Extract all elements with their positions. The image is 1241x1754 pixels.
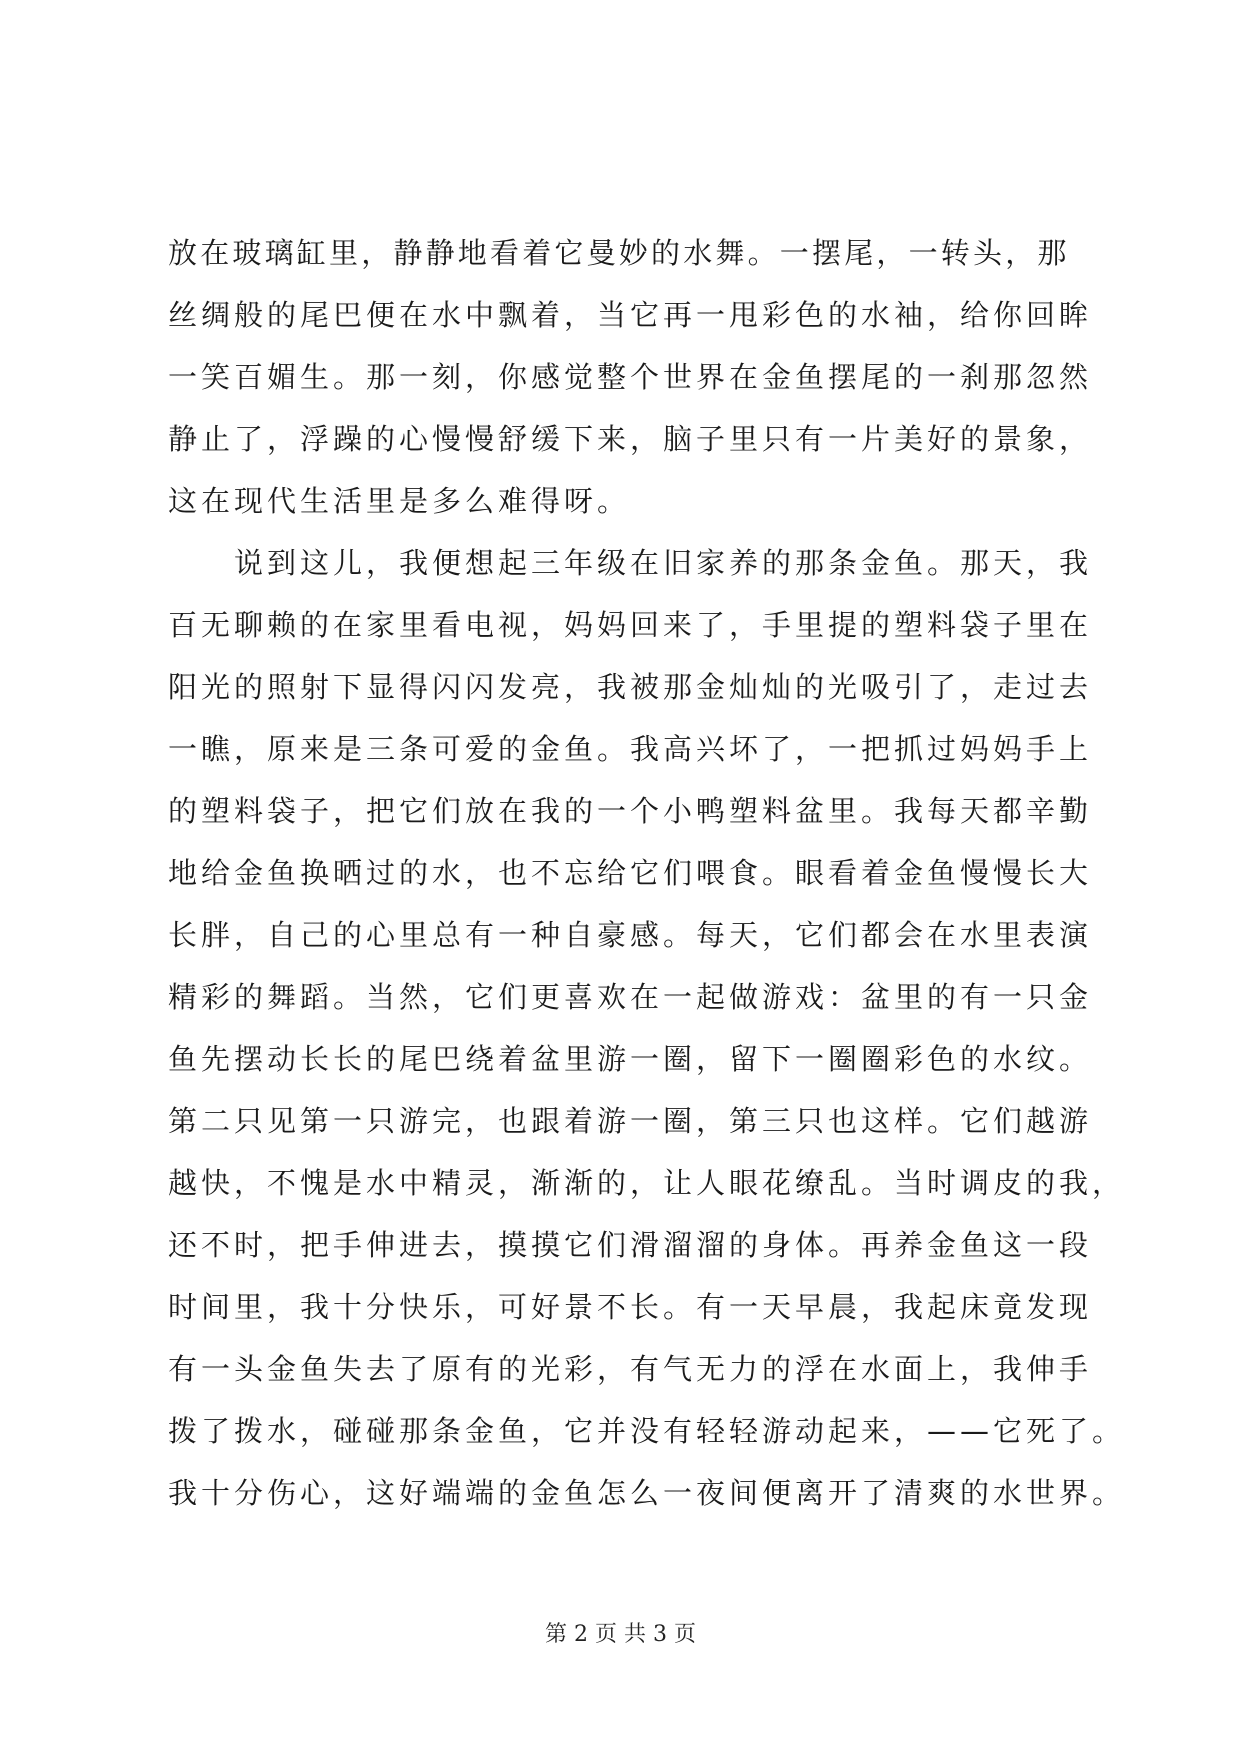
text-line: 一瞧，原来是三条可爱的金鱼。我高兴坏了，一把抓过妈妈手上: [168, 732, 1093, 766]
text-line: 静止了，浮躁的心慢慢舒缓下来，脑子里只有一片美好的景象，: [168, 422, 1093, 456]
text-line: 丝绸般的尾巴便在水中飘着，当它再一甩彩色的水袖，给你回眸: [168, 298, 1093, 332]
text-line: 越快，不愧是水中精灵，渐渐的，让人眼花缭乱。当时调皮的我，: [168, 1166, 1126, 1200]
text-line: 地给金鱼换晒过的水，也不忘给它们喂食。眼看着金鱼慢慢长大: [168, 856, 1093, 890]
body-text: [168, 222, 1126, 1524]
text-line: 精彩的舞蹈。当然，它们更喜欢在一起做游戏：盆里的有一只金: [168, 980, 1093, 1014]
text-line: 一笑百媚生。那一刻，你感觉整个世界在金鱼摆尾的一刹那忽然: [168, 360, 1093, 394]
text-line: 第二只见第一只游完，也跟着游一圈，第三只也这样。它们越游: [168, 1104, 1093, 1138]
text-line: 鱼先摆动长长的尾巴绕着盆里游一圈，留下一圈圈彩色的水纹。: [168, 1042, 1093, 1076]
text-line: 长胖，自己的心里总有一种自豪感。每天，它们都会在水里表演: [168, 918, 1093, 952]
paragraph-start-line: 说到这儿，我便想起三年级在旧家养的那条金鱼。那天，我: [168, 546, 1093, 580]
text-line: 拨了拨水，碰碰那条金鱼，它并没有轻轻游动起来，——它死了。: [168, 1414, 1126, 1448]
text-line: 百无聊赖的在家里看电视，妈妈回来了，手里提的塑料袋子里在: [168, 608, 1093, 642]
page-number-footer: 第 2 页 共 3 页: [545, 1622, 696, 1647]
text-line: 时间里，我十分快乐，可好景不长。有一天早晨，我起床竟发现: [168, 1290, 1093, 1324]
text-line: 有一头金鱼失去了原有的光彩，有气无力的浮在水面上，我伸手: [168, 1352, 1093, 1386]
text-line: 我十分伤心，这好端端的金鱼怎么一夜间便离开了清爽的水世界。: [168, 1476, 1126, 1510]
text-line: 阳光的照射下显得闪闪发亮，我被那金灿灿的光吸引了，走过去: [168, 670, 1093, 704]
text-line: 这在现代生活里是多么难得呀。: [168, 484, 631, 518]
text-line: 放在玻璃缸里，静静地看着它曼妙的水舞。一摆尾，一转头，那: [168, 236, 1070, 270]
text-line: 的塑料袋子，把它们放在我的一个小鸭塑料盆里。我每天都辛勤: [168, 794, 1093, 828]
text-line: 还不时，把手伸进去，摸摸它们滑溜溜的身体。再养金鱼这一段: [168, 1228, 1093, 1262]
